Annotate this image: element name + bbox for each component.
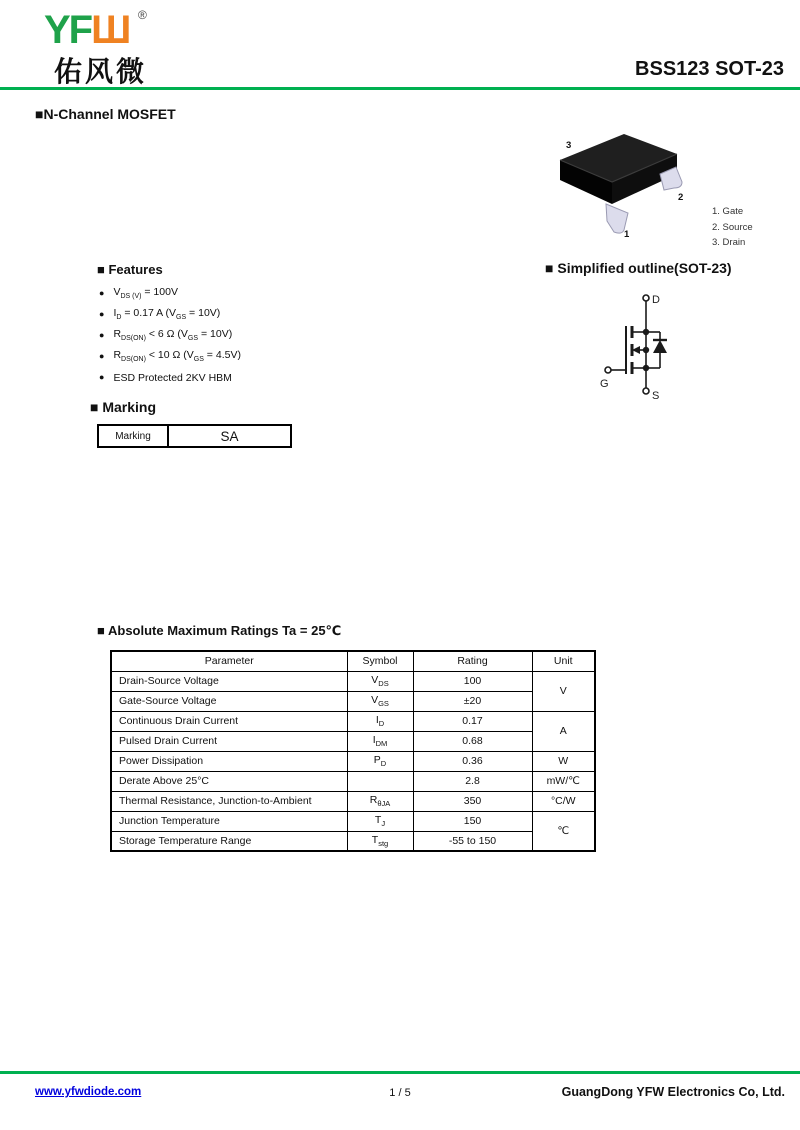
outline-heading: ■ Simplified outline(SOT-23) [545, 260, 732, 276]
pin-legend-source: 2. Source [712, 221, 753, 233]
company-name: GuangDong YFW Electronics Co, Ltd. [561, 1085, 785, 1099]
features-list [99, 283, 429, 388]
features-heading: ■ Features [97, 262, 163, 277]
bullet-icon: ● [99, 288, 105, 298]
pin-legend [712, 204, 753, 251]
feature-rdson-10v: ● $R_{DS(ON)} < 6$ Ω $(V_{GS} = 10V)$ [99, 328, 233, 343]
footer-divider [0, 1071, 800, 1074]
unit-cell: W [532, 751, 595, 771]
square-bullet-icon: ■ [35, 106, 44, 122]
unit-cell: V [532, 671, 595, 711]
pin-legend-gate: 1. Gate [712, 206, 744, 217]
pin3-number-label: 3 [566, 140, 572, 151]
yfw-logo [44, 10, 129, 50]
square-bullet-icon: ■ [90, 399, 99, 415]
bullet-icon: ● [99, 330, 105, 340]
header-symbol: Symbol [347, 651, 413, 671]
mosfet-symbol-icon [560, 290, 680, 408]
feature-rdson-4v5: ● $R_{DS(ON)} < 10$ Ω $(V_{GS} = 4.5V)$ [99, 349, 241, 364]
bullet-icon: ● [99, 372, 105, 382]
marking-table [97, 424, 292, 448]
table-row: Storage Temperature Range $T_{stg}$ -55 to 150 [111, 831, 595, 851]
gate-terminal-label: G [600, 378, 609, 390]
abs-max-heading: ■ Absolute Maximum Ratings Ta = 25℃ [97, 623, 342, 638]
logo-text-green: YF [44, 8, 92, 52]
marking-heading: ■ Marking [90, 399, 157, 415]
square-bullet-icon: ■ [545, 260, 554, 276]
page-number: 1 / 5 [389, 1087, 411, 1099]
pin-legend-drain: 3. Drain [712, 237, 746, 248]
table-row: Pulsed Drain Current $I_{DM}$ 0.68 [111, 731, 595, 751]
unit-cell: mW/℃ [532, 771, 595, 791]
header-parameter: Parameter [111, 651, 347, 671]
unit-cell: A [532, 711, 595, 751]
feature-id: ● $I_D = 0.17$ A $(V_{GS} = 10V)$ [99, 307, 221, 322]
abs-max-table [110, 650, 596, 852]
feature-vds: ● $V_{DS (V)} = 100V$ [99, 286, 178, 301]
unit-cell: ℃ [532, 811, 595, 851]
bullet-icon: ● [99, 351, 105, 361]
drain-terminal-label: D [652, 294, 660, 306]
table-row: Drain-Source Voltage $V_{DS}$ 100 V [111, 671, 595, 691]
square-bullet-icon: ■ [97, 623, 105, 638]
table-row: Junction Temperature $T_J$ 150 ℃ [111, 811, 595, 831]
table-row: Thermal Resistance, Junction-to-Ambient $R_{\theta JA}$ 350 °C/W [111, 791, 595, 811]
table-row: Gate-Source Voltage $V_{GS}$ ±20 [111, 691, 595, 711]
logo-chinese-name: 佑风微 [54, 56, 148, 87]
product-type-heading: ■N-Channel MOSFET [35, 106, 176, 122]
pin2-number-label: 2 [678, 192, 684, 203]
header-unit: Unit [532, 651, 595, 671]
bullet-icon: ● [99, 309, 105, 319]
square-bullet-icon: ■ [97, 262, 105, 277]
marking-label-cell: Marking [99, 426, 169, 446]
page-title: BSS123 SOT-23 [635, 58, 784, 80]
table-row: Continuous Drain Current $I_D$ 0.17 A [111, 711, 595, 731]
unit-cell: °C/W [532, 791, 595, 811]
marking-value-cell: SA [220, 428, 239, 444]
header-rating: Rating [413, 651, 532, 671]
registered-trademark-icon: ® [138, 8, 147, 22]
website-link[interactable]: www.yfwdiode.com [35, 1086, 142, 1098]
source-terminal-label: S [652, 390, 660, 402]
header-divider [0, 87, 800, 90]
table-header-row [111, 651, 595, 671]
pin1-number-label: 1 [624, 229, 630, 240]
logo-text-orange: Ш [91, 8, 130, 52]
feature-esd: ● ESD Protected 2KV HBM [99, 371, 232, 384]
table-row: Derate Above 25°C 2.8 mW/℃ [111, 771, 595, 791]
table-row: Power Dissipation $P_D$ 0.36 W [111, 751, 595, 771]
